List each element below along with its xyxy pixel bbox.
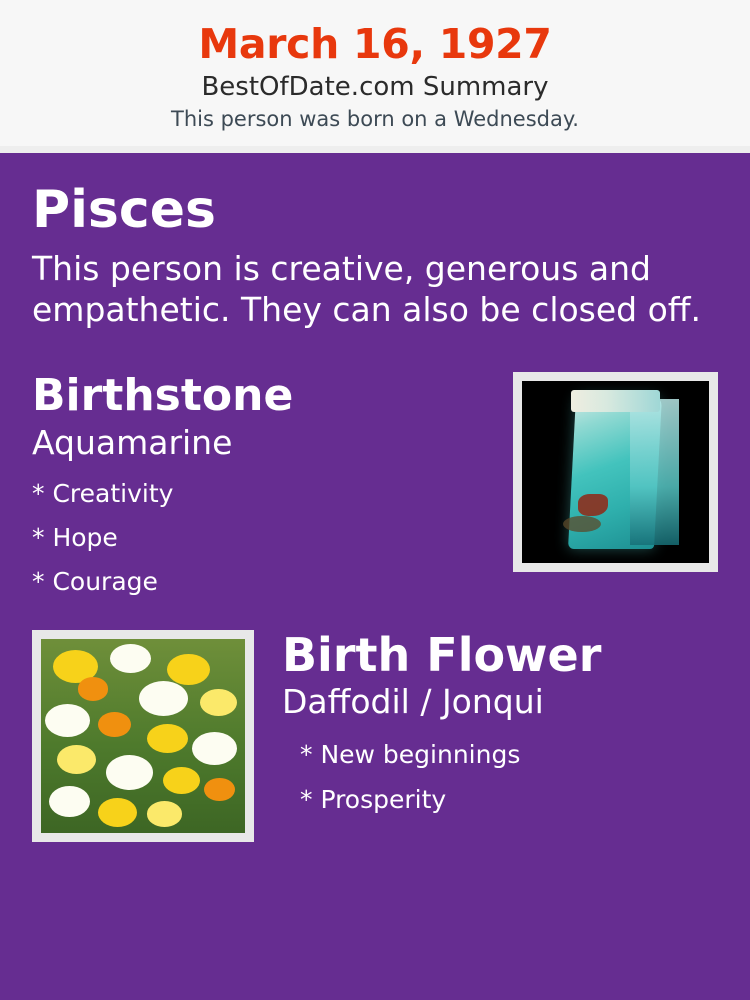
crystal-side-face xyxy=(630,399,679,545)
flower-blossom xyxy=(204,778,235,801)
birth-flower-text xyxy=(282,627,718,822)
flower-blossom xyxy=(49,786,90,817)
birthstone-title: Birthstone xyxy=(32,370,294,422)
birth-flower-title: Birth Flower xyxy=(282,627,602,682)
flower-blossom xyxy=(163,767,200,794)
flower-blossom xyxy=(106,755,153,790)
page-title: March 16, 1927 xyxy=(198,20,552,68)
birthstone-trait: * Hope xyxy=(32,523,118,552)
crystal-matrix-speck xyxy=(563,516,600,532)
flower-blossom xyxy=(110,644,151,673)
birthstone-name: Aquamarine xyxy=(32,422,233,462)
zodiac-section xyxy=(32,180,718,330)
daffodil-photo-inner xyxy=(41,639,245,833)
flower-blossom xyxy=(57,745,96,774)
flower-blossom xyxy=(147,801,182,826)
flower-blossom xyxy=(200,689,237,716)
header xyxy=(0,0,750,146)
content-body xyxy=(0,153,750,844)
birth-flower-trait: * Prosperity xyxy=(300,784,447,814)
flower-blossom xyxy=(78,677,109,700)
flower-blossom xyxy=(98,798,137,827)
flower-blossom xyxy=(192,732,237,765)
birthstone-section xyxy=(32,372,718,603)
birth-flower-name: Daffodil / Jonqui xyxy=(282,682,544,722)
flower-blossom xyxy=(139,681,188,716)
birth-flower-trait: * New beginnings xyxy=(300,739,521,769)
aquamarine-photo-inner xyxy=(522,381,709,563)
born-day-text: This person was born on a Wednesday. xyxy=(171,106,579,131)
flower-blossom xyxy=(45,704,90,737)
zodiac-sign-name: Pisces xyxy=(32,180,216,241)
birth-flower-section xyxy=(32,627,718,845)
flower-blossom xyxy=(98,712,131,737)
crystal-red-inclusion xyxy=(578,494,608,516)
site-summary-label: BestOfDate.com Summary xyxy=(201,72,549,103)
birthstone-trait: * Creativity xyxy=(32,479,174,509)
daffodil-field-photo xyxy=(32,630,254,842)
birthstone-text xyxy=(32,372,472,603)
flower-blossom xyxy=(147,724,188,753)
aquamarine-crystal-photo xyxy=(513,372,718,572)
zodiac-description: This person is creative, generous and empathetic. They can also be closed off. xyxy=(32,248,702,330)
flower-blossom xyxy=(167,654,210,685)
crystal-top-face xyxy=(571,390,661,412)
birthstone-trait: * Courage xyxy=(32,566,158,596)
header-divider xyxy=(0,146,750,153)
